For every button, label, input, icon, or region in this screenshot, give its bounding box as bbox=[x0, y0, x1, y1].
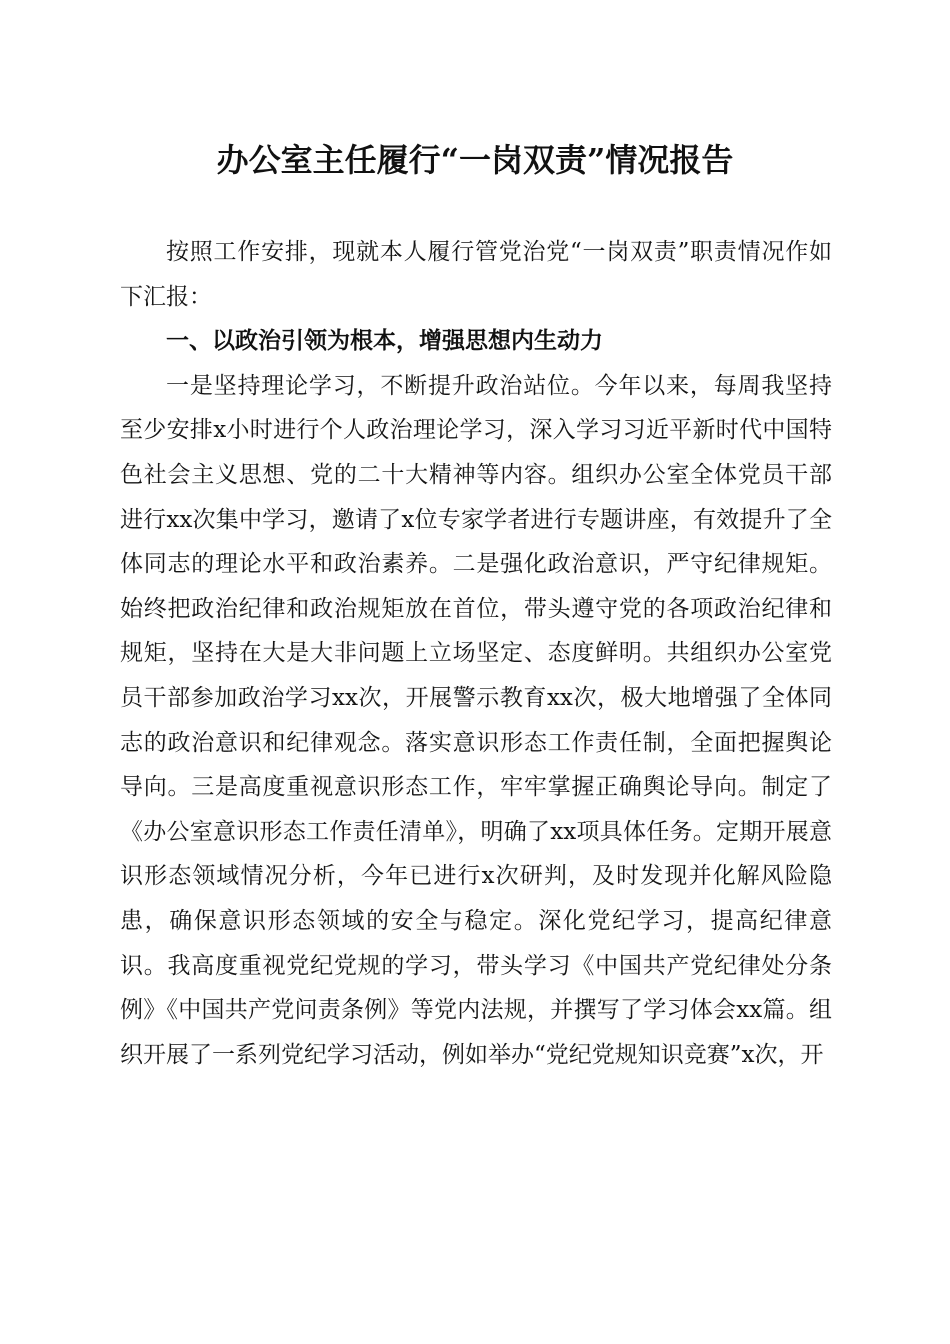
section-heading: 一、以政治引领为根本，增强思想内生动力 bbox=[166, 328, 603, 355]
document-title: 办公室主任履行“一岗双责”情况报告 bbox=[216, 141, 734, 179]
intro-paragraph: 按照工作安排，现就本人履行管党治党“一岗双责”职责情况作如下汇报： bbox=[120, 239, 832, 310]
document-body bbox=[120, 230, 832, 1077]
body-paragraph: 一是坚持理论学习，不断提升政治站位。今年以来，每周我坚持至少安排x小时进行个人政治理论学习，深入学习习近平新时代中国特色社会主义思想、党的二十大精神等内容。组织办公室全体党员干部进行xx次集中学习，邀请了x位专家学者进行专题讲座，有效提升了全体同志的理论水平和政治素养。二是强化政治意识，严守纪律规矩。始终把政治纪律和政治规矩放在首位，带头遵守党的各项政治纪律和规矩，坚持在大是大非问题上立场坚定、态度鲜明。共组织办公室党员干部参加政治学习xx次，开展警示教育xx次，极大地增强了全体同志的政治意识和纪律观念。落实意识形态工作责任制，全面把握舆论导向。三是高度重视意识形态工作，牢牢掌握正确舆论导向。制定了《办公室意识形态工作责任清单》，明确了xx项具体任务。定期开展意识形态领域情况分析，今年已进行x次研判，及时发现并化解风险隐患，确保意识形态领域的安全与稳定。深化党纪学习，提高纪律意识。我高度重视党纪党规的学习，带头学习《中国共产党纪律处分条例》《中国共产党问责条例》等党内法规，并撰写了学习体会xx篇。组织开展了一系列党纪学习活动，例如举办“党纪党规知识竞赛”x次，开 bbox=[120, 372, 832, 1068]
